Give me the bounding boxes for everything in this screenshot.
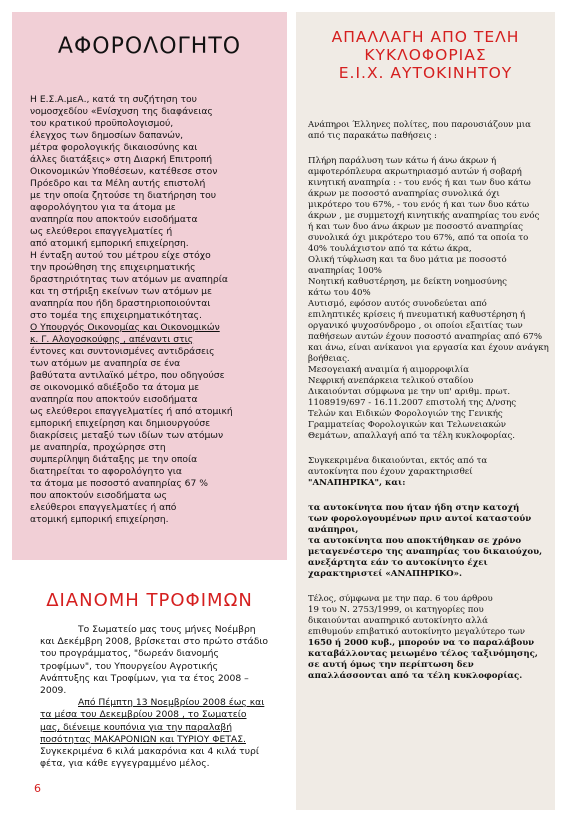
paragraph-gap [308,580,552,594]
tax-free-title: ΑΦΟΡΟΛΟΓΗΤΟ [57,34,242,59]
vehicle-tax-title [296,28,555,82]
article-line: αφορολόγητου για τα άτομα με [30,202,176,213]
article-line: άκρων , με συμμετοχή κινητικής αναπηρίας του ενός [308,211,540,221]
article-line: ελεύθεροι επαγγελματίες ή από [30,502,177,513]
article-line: ανεξάρτητα εάν το αυτοκίνητο έχει [308,558,488,568]
article-line: απαλλάσσονται από τα τέλη κυκλοφορίας. [308,671,523,681]
article-line: ως ελεύθεροι επαγγελματίες ή από ατομική [30,406,233,417]
title-line: ΑΠΑΛΛΑΓΗ ΑΠΟ ΤΕΛΗ [331,28,520,46]
paragraph-gap [308,142,552,156]
article-line: με αναπηρία, προχώρησε στη [30,442,166,453]
article-line: Ανάπτυξης και Τροφίμων, για τα έτος 2008 – [40,672,249,684]
article-line: ως ελεύθεροι επαγγελματίες ή [30,226,173,237]
title-line: ΚΥΚΛΟΦΟΡΙΑΣ [364,46,487,64]
article-line: έντονες και συντονισμένες αντιδράσεις [30,346,215,357]
article-line: Ο Υπουργός Οικονομίας και Οικονομικών [30,322,220,333]
article-line: Τελών και Ειδικών Φορολογιών της Γενικής [308,409,503,419]
article-line: του κρατικού προϋπολογισμού, [30,118,174,129]
article-line: τα αυτοκίνητα που αποκτήθηκαν σε χρόνο [308,536,522,546]
article-line: "ΑΝΑΠΗΡΙΚΑ", και: [308,478,406,488]
article-line: σε οικονομικό αδιέξοδο τα άτομα με [30,382,200,393]
article-line: οργανικό ψυχοσύνδρομο , οι οποίοι εξαιτίας των [308,321,523,331]
article-line: νομοσχεδίου «Ενίσχυση της διαφάνειας [30,106,213,117]
article-line: μικρότερο του 67%, - του ενός ή και των δυο κάτω [308,200,530,210]
article-line: 1108919/697 - 16.11.2007 επιστολή της Δ/νσης [308,398,517,408]
article-line: συνολικά όχι μικρότερο του 67%, από τα οποία το [308,233,529,243]
article-line: βοήθειας. [308,354,350,364]
article-line: αναπηρία που αποκτούν εισοδήματα [30,214,198,225]
article-line: άκρων με ποσοστό αναπηρίας συνολικά όχι [308,189,500,199]
article-line: από τις παρακάτω παθήσεις : [308,131,437,141]
vehicle-tax-article [308,120,552,682]
article-line: τα μέσα του Δεκεμβρίου 2008 , το Σωματείο [40,709,247,721]
article-line: Ανάπηροι Έλληνες πολίτες, που παρουσιάζουν μια [308,120,531,130]
food-distribution-article [40,624,282,770]
article-line: δραστηριότητας των ατόμων με αναπηρία [30,274,228,285]
article-line: δικαιούνται αναπηρικό αυτοκίνητο αλλά [308,616,488,626]
article-line: των φορολογουμένων πριν αυτοί καταστούν [308,514,532,524]
article-line: βαθύτατα αντιλαϊκό μέτρο, που οδηγούσε [30,370,225,381]
article-line: την προώθηση της επιχειρηματικής [30,262,196,273]
tax-free-panel [12,12,287,560]
left-column [12,12,287,810]
tax-free-article [30,94,282,526]
article-line: Πλήρη παράλυση των κάτω ή άνω άκρων ή [308,156,497,166]
page-number: 6 [34,782,41,795]
article-line: ή και των δυο άνω άκρων με ποσοστό αναπηρίας [308,222,523,232]
article-line: Οικονομικών Υποθέσεων, κατέθεσε στον [30,166,218,177]
article-line: Τέλος, σύμφωνα με την παρ. 6 του άρθρου [308,594,493,604]
article-line: μεταγενέστερο της αναπηρίας του δικαιούχου, [308,547,543,557]
article-line: που αποκτούν εισοδήματα ως [30,490,167,501]
article-line: αναπηρίας 100% [308,266,382,276]
article-line: των ατόμων με αναπηρία σε ένα [30,358,181,369]
article-line: επιληπτικές κρίσεις ή πνευματική καθυστέρηση ή [308,310,526,320]
article-line: σε αυτή όμως την περίπτωση δεν [308,660,474,670]
article-line: καταβάλλοντας μειωμένο τέλος ταξινόμησης, [308,649,538,659]
article-line: 1650 ή 2000 κυβ., μπορούν να το παραλάβουν [308,638,535,648]
article-line: Γραμματείας Φορολογικών και Τελωνειακών [308,420,506,430]
article-line: και άνω, είναι ανίκανοι για εργασία και έχουν ανάγκη [308,343,549,353]
article-line: Συγκεκριμένα 6 κιλά μακαρόνια και 4 κιλά τυρί [40,746,259,758]
article-line: τροφίμων", του Υπουργείου Αγροτικής [40,660,219,672]
article-line: Πρόεδρο και τα Μέλη αυτής επιστολή [30,178,206,189]
paragraph-gap [308,489,552,503]
article-line: μας, διένειμε κουπόνια για την παραλαβή [40,721,233,733]
article-line: κ. Γ. Αλογοσκούφης , απέναντι στις [30,334,194,345]
article-line: άλλες διατάξεις» στη Διαρκή Επιτροπή [30,154,213,165]
article-line: Δικαιούνται σύμφωνα με την υπ' αριθμ. πρωτ. [308,387,511,397]
title-line: Ε.Ι.Χ. ΑΥΤΟΚΙΝΗΤΟΥ [338,64,513,82]
article-line: Θεμάτων, απαλλαγή από τα τέλη κυκλοφορίας. [308,431,516,441]
article-line: αναπηρία που αποκτούν εισοδήματα [30,394,198,405]
article-line: 40% τουλάχιστον από τα κάτω άκρα, [308,244,472,254]
article-line: από ατομική εμπορική επιχείρηση. [30,238,189,249]
article-line: στο τομέα της επιχειρηματικότητας. [30,310,202,321]
article-line: εμπορική επιχείρηση και δημιουργούσε [30,418,211,429]
article-line: 19 του Ν. 2753/1999, οι κατηγορίες που [308,605,484,615]
article-line: ποσότητας ΜΑΚΑΡΟΝΙΩΝ και ΤΥΡΙΟΥ ΦΕΤΑΣ. [40,733,246,745]
article-line: έλεγχος των δημοσίων δαπανών, [30,130,184,141]
article-line: αυτοκίνητα που έχουν χαρακτηρισθεί [308,467,473,477]
article-line: Νοητική καθυστέρηση, με δείκτη νοημοσύνης [308,277,507,287]
paragraph-gap [308,442,552,456]
article-line: Η Ε.Σ.Α.μεΑ., κατά τη συζήτηση του [30,94,197,105]
article-line: κινητική αναπηρία : - του ενός ή και των δυο κάτω [308,178,531,188]
article-line: αμφοτερόπλευρα ακρωτηριασμό αυτών ή σοβαρή [308,167,522,177]
article-line: Το Σωματείο μας τους μήνες Νοέμβρη [78,624,256,635]
article-line: φέτα, για κάθε εγγεγραμμένο μέλος. [40,758,210,770]
article-line: τα άτομα με ποσοστό αναπηρίας 67 % [30,478,209,489]
article-line: Ολική τύφλωση και τα δυο μάτια με ποσοστό [308,255,507,265]
article-line: Η ένταξη αυτού του μέτρου είχε στόχο [30,250,211,261]
food-distribution-title: ΔΙΑΝΟΜΗ ΤΡΟΦΙΜΩΝ [46,590,253,611]
article-line: μέτρα φορολογικής δικαιοσύνης και [30,142,198,153]
article-line: του προγράμματος, "δωρεάν διανομής [40,648,219,660]
article-line: Νεφρική ανεπάρκεια τελικού σταδίου [308,376,474,386]
article-line: τα αυτοκίνητα που ήταν ήδη στην κατοχή [308,503,520,513]
article-line: και τη στήριξη εκείνων των ατόμων με [30,286,212,297]
article-line: επιθυμούν επιβατικό αυτοκίνητο μεγαλύτερο των [308,627,525,637]
article-line: παθήσεων αυτών έχουν ποσοστό αναπηρίας από 67% [308,332,543,342]
article-line: διακρίσεις μεταξύ των ιδίων των ατόμων [30,430,224,441]
article-line: Από Πέμπτη 13 Νοεμβρίου 2008 έως και [78,697,265,709]
article-line: Αυτισμό, εφόσον αυτός συνοδεύεται από [308,299,487,309]
article-line: διατηρείται το αφορολόγητο για [30,466,182,477]
article-line: ατομική εμπορική επιχείρηση. [30,514,169,525]
article-line: με την οποία ζητούσε τη διατήρηση του [30,190,217,201]
article-line: ανάπηροι, [308,525,359,535]
article-line: κάτω του 40% [308,288,371,298]
article-line: συμπερίληψη διάταξης με την οποία [30,454,198,465]
right-column [296,12,555,810]
article-line: Μεσογειακή αναιμία ή αιμορροφιλία [308,365,470,375]
article-line: Συγκεκριμένα δικαιούνται, εκτός από τα [308,456,488,466]
article-line: 2009. [40,685,67,697]
article-line: αναπηρία που ήδη δραστηριοποιούνται [30,298,211,309]
article-line: χαρακτηριστεί «ΑΝΑΠΗΡΙΚΟ». [308,569,463,579]
article-line: και Δεκέμβρη 2008, βρίσκεται στο πρώτο στάδιο [40,636,269,648]
